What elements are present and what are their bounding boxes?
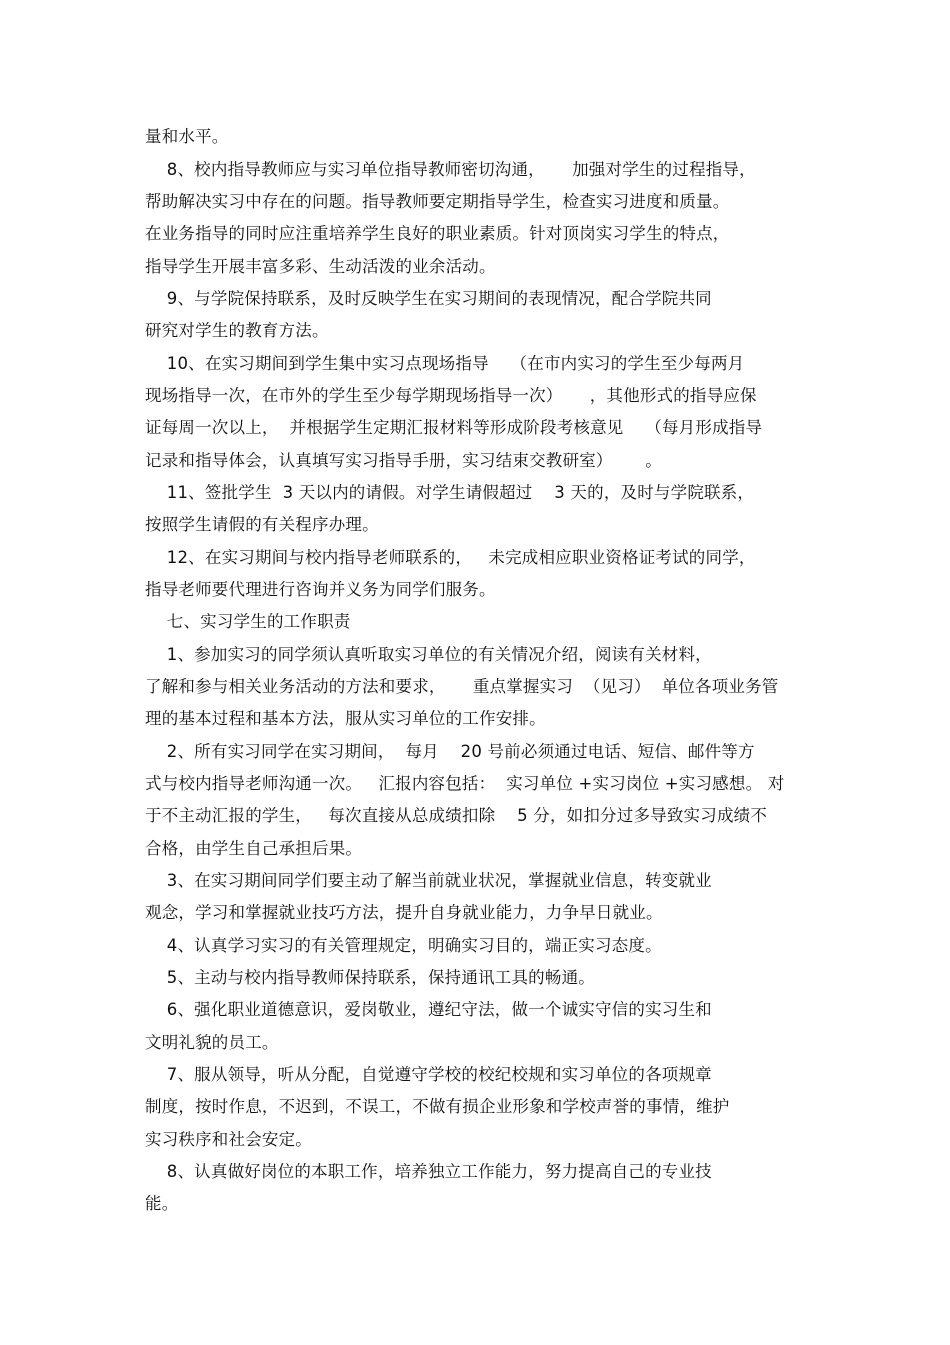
text-line: 合格，由学生自己承担后果。	[145, 839, 363, 858]
text-line: 6、强化职业道德意识，爱岗敬业，遵纪守法，做一个诚实守信的实习生和	[145, 1000, 712, 1019]
text-line: 8、认真做好岗位的本职工作，培养独立工作能力，努力提高自己的专业技	[145, 1162, 712, 1181]
text-line: 9、与学院保持联系，及时反映学生在实习期间的表现情况，配合学院共同	[145, 289, 712, 308]
text-line: 量和水平。	[145, 127, 229, 146]
text-line: 了解和参与相关业务活动的方法和要求， 重点掌握实习 （见习） 单位各项业务管	[145, 677, 779, 696]
text-line: 制度，按时作息，不迟到，不误工，不做有损企业形象和学校声誉的事情，维护	[145, 1097, 730, 1116]
text-line: 理的基本过程和基本方法，服从实习单位的工作安排。	[145, 709, 546, 728]
text-line: 5、主动与校内指导教师保持联系，保持通讯工具的畅通。	[145, 968, 595, 987]
text-line: 指导学生开展丰富多彩、生动活泼的业余活动。	[145, 257, 496, 276]
text-line: 证每周一次以上， 并根据学生定期汇报材料等形成阶段考核意见 （每月形成指导	[145, 418, 763, 437]
text-line: 8、校内指导教师应与实习单位指导教师密切沟通， 加强对学生的过程指导，	[145, 160, 756, 179]
text-line: 1、参加实习的同学须认真听取实习单位的有关情况介绍，阅读有关材料，	[145, 645, 712, 664]
text-line: 文明礼貌的员工。	[145, 1033, 279, 1052]
text-line: 式与校内指导老师沟通一次。 汇报内容包括： 实习单位 +实习岗位 +实习感想。 对	[145, 774, 785, 793]
text-line: 7、服从领导，听从分配，自觉遵守学校的校纪校规和实习单位的各项规章	[145, 1065, 712, 1084]
text-line: 研究对学生的教育方法。	[145, 321, 329, 340]
text-line: 能。	[145, 1194, 179, 1213]
text-line: 2、所有实习同学在实习期间， 每月 20 号前必须通过电话、短信、邮件等方	[145, 742, 755, 761]
text-line: 按照学生请假的有关程序办理。	[145, 515, 379, 534]
text-line: 3、在实习期间同学们要主动了解当前就业状况，掌握就业信息，转变就业	[145, 871, 712, 890]
text-line: 指导老师要代理进行咨询并义务为同学们服务。	[145, 580, 496, 599]
text-line: 实习秩序和社会安定。	[145, 1130, 312, 1149]
text-line: 10、在实习期间到学生集中实习点现场指导 （在市内实习的学生至少每两月	[145, 354, 745, 373]
text-line: 观念，学习和掌握就业技巧方法，提升自身就业能力，力争早日就业。	[145, 903, 663, 922]
text-line: 于不主动汇报的学生， 每次直接从总成绩扣除 5 分，如扣分过多导致实习成绩不	[145, 806, 768, 825]
text-line: 记录和指导体会，认真填写实习指导手册，实习结束交教研室） 。	[145, 451, 662, 470]
text-line: 4、认真学习实习的有关管理规定，明确实习目的，端正实习态度。	[145, 936, 662, 955]
text-line: 帮助解决实习中存在的问题。指导教师要定期指导学生，检查实习进度和质量。	[145, 192, 730, 211]
section-heading: 七、实习学生的工作职责	[145, 612, 351, 631]
text-line: 12、在实习期间与校内指导老师联系的， 未完成相应职业资格证考试的同学，	[145, 548, 756, 567]
text-line: 11、签批学生 3 天以内的请假。对学生请假超过 3 天的，及时与学院联系，	[145, 483, 755, 502]
text-line: 现场指导一次，在市外的学生至少每学期现场指导一次） ，其他形式的指导应保	[145, 386, 757, 405]
text-line: 在业务指导的同时应注重培养学生良好的职业素质。针对顶岗实习学生的特点，	[145, 224, 730, 243]
